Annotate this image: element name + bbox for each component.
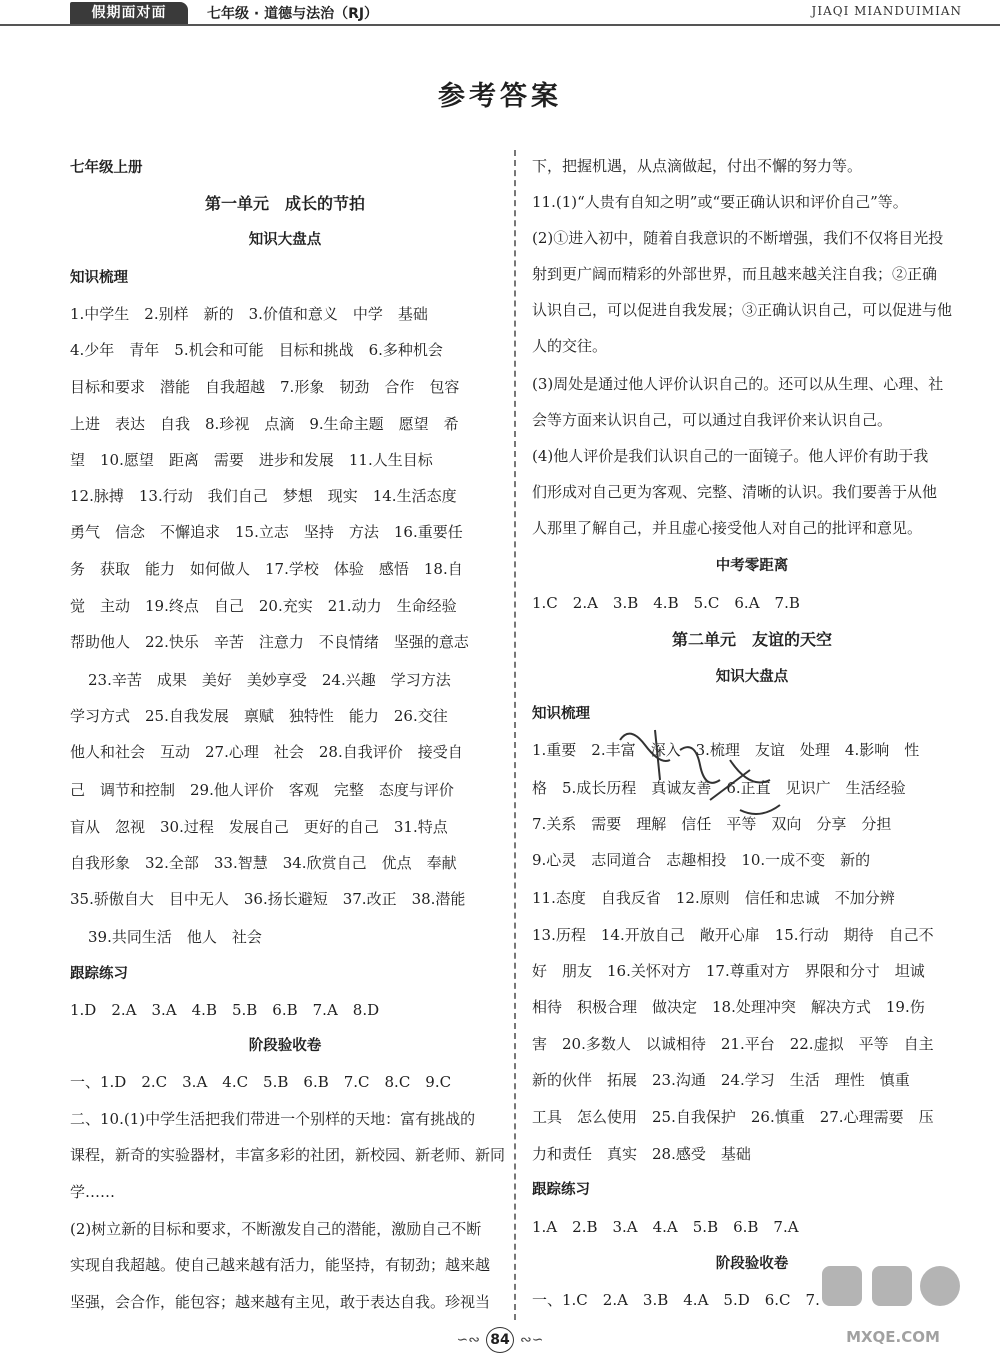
subsection-heading: 知识梳理 [532, 706, 590, 722]
answer-line: (3)周处是通过他人评价认识自己的。还可以从生理、心理、社 [532, 375, 944, 393]
answer-line: 下，把握机遇，从点滴做起，付出不懈的努力等。 [532, 157, 863, 175]
answer-line: 勇气 信念 不懈追求 15.立志 坚持 方法 16.重要任 [70, 523, 463, 541]
answer-line: 1.C 2.A 3.B 4.B 5.C 6.A 7.B [532, 594, 800, 612]
answer-line: 力和责任 真实 28.感受 基础 [532, 1145, 751, 1163]
page-title: 参考答案 [438, 81, 562, 112]
right-ornament-icon: ∾∽ [520, 1332, 544, 1348]
answer-line: 学习方式 25.自我发展 禀赋 独特性 能力 26.交往 [70, 707, 448, 725]
watermark-logo [818, 1262, 968, 1352]
answer-line: 望 10.愿望 距离 需要 进步和发展 11.人生目标 [70, 451, 433, 469]
section-heading: 中考零距离 [715, 558, 789, 574]
answer-line: 一、1.C 2.A 3.B 4.A 5.D 6.C 7. [532, 1291, 820, 1309]
answer-line: 23.辛苦 成果 美好 美妙享受 24.兴趣 学习方法 [88, 671, 451, 689]
answer-line: 害 20.多数人 以诚相待 21.平台 22.虚拟 平等 自主 [532, 1035, 934, 1053]
answer-line: (2)①进入初中，随着自我意识的不断增强，我们不仅将目光投 [532, 229, 944, 247]
subsection-heading: 跟踪练习 [532, 1182, 590, 1198]
answer-line: 课程，新奇的实验器材，丰富多彩的社团，新校园、新老师、新同 [70, 1146, 506, 1164]
series-logo: 假期面对面 [70, 2, 188, 24]
answer-line: 好 朋友 16.关怀对方 17.尊重对方 界限和分寸 坦诚 [532, 962, 925, 980]
answer-line: 目标和要求 潜能 自我超越 7.形象 韧劲 合作 包容 [70, 378, 460, 396]
answer-line: 务 获取 能力 如何做人 17.学校 体验 感悟 18.自 [70, 560, 463, 578]
answer-line: 4.少年 青年 5.机会和可能 目标和挑战 6.多种机会 [70, 341, 443, 359]
handwritten-scribble [600, 720, 800, 840]
answer-line: 39.共同生活 他人 社会 [88, 928, 262, 946]
answer-line: 觉 主动 19.终点 自己 20.充实 21.动力 生命经验 [70, 597, 457, 615]
answer-line: 7.关系 需要 理解 信任 平等 双向 分享 分担 [532, 815, 892, 833]
section-heading: 阶段验收卷 [715, 1256, 789, 1272]
answer-line: 35.骄傲自大 目中无人 36.扬长避短 37.改正 38.潜能 [70, 890, 466, 908]
answer-line: 1.中学生 2.别样 新的 3.价值和意义 中学 基础 [70, 305, 428, 323]
unit-heading: 第一单元 成长的节拍 [204, 194, 365, 213]
column-divider [514, 150, 516, 1320]
answer-line: 人的交往。 [532, 337, 608, 355]
answer-line: 自我形象 32.全部 33.智慧 34.欣赏自己 优点 奉献 [70, 854, 457, 872]
answer-line: 相待 积极合理 做决定 18.处理冲突 解决方式 19.伤 [532, 998, 925, 1016]
answer-line: 们形成对自己更为客观、完整、清晰的认识。我们要善于从他 [532, 483, 938, 501]
running-header [0, 0, 1000, 26]
answer-line: 13.历程 14.开放自己 敞开心扉 15.行动 期待 自己不 [532, 926, 934, 944]
answer-line: (2)树立新的目标和要求，不断激发自己的潜能，激励自己不断 [70, 1220, 482, 1238]
section-heading: 知识大盘点 [715, 669, 789, 685]
answer-line: 射到更广阔而精彩的外部世界，而且越来越关注自我；②正确 [532, 265, 938, 283]
answer-line: 帮助他人 22.快乐 辛苦 注意力 不良情绪 坚强的意志 [70, 633, 469, 651]
answer-line: 实现自我超越。使自己越来越有活力，能坚持，有韧劲；越来越 [70, 1256, 491, 1274]
subsection-heading: 跟踪练习 [70, 966, 128, 982]
watermark-text: MXQE.COM [846, 1328, 940, 1346]
header-series-name: JIAQI MIANDUIMIAN [811, 4, 962, 18]
answer-line: 工具 怎么使用 25.自我保护 26.慎重 27.心理需要 压 [532, 1108, 934, 1126]
answer-line: 他人和社会 互动 27.心理 社会 28.自我评价 接受自 [70, 743, 463, 761]
answer-line: 己 调节和控制 29.他人评价 客观 完整 态度与评价 [70, 781, 454, 799]
answer-line: 1.A 2.B 3.A 4.A 5.B 6.B 7.A [532, 1218, 799, 1236]
answer-line: 12.脉搏 13.行动 我们自己 梦想 现实 14.生活态度 [70, 487, 457, 505]
answer-line: 学…… [70, 1183, 116, 1201]
section-heading: 知识大盘点 [248, 232, 322, 248]
answer-line: 盲从 忽视 30.过程 发展自己 更好的自己 31.特点 [70, 818, 448, 836]
grade-heading: 七年级上册 [70, 160, 143, 176]
header-title: 七年级 · 道德与法治（RJ） [207, 6, 379, 22]
answer-line: 人那里了解自己，并且虚心接受他人对自己的批评和意见。 [532, 519, 923, 537]
answer-line: 上进 表达 自我 8.珍视 点滴 9.生命主题 愿望 希 [70, 415, 459, 433]
section-heading: 阶段验收卷 [248, 1038, 322, 1054]
answer-line: 格 5.成长历程 真诚友善 6.正直 见识广 生活经验 [532, 779, 906, 797]
page-number-badge: 84 [486, 1327, 514, 1353]
answer-line: 坚强，会合作，能包容；越来越有主见，敢于表达自我。珍视当 [70, 1293, 491, 1311]
answer-line: 11.态度 自我反省 12.原则 信任和忠诚 不加分辨 [532, 889, 895, 907]
answer-line: 9.心灵 志同道合 志趣相投 10.一成不变 新的 [532, 851, 871, 869]
left-ornament-icon: ∽∾ [456, 1332, 480, 1348]
answer-line: 二、10.(1)中学生活把我们带进一个别样的天地：富有挑战的 [70, 1110, 476, 1128]
answer-line: 1.D 2.A 3.A 4.B 5.B 6.B 7.A 8.D [70, 1001, 380, 1019]
answer-line: 会等方面来认识自己，可以通过自我评价来认识自己。 [532, 411, 893, 429]
answer-line: 认识自己，可以促进自我发展；③正确认识自己，可以促进与他 [532, 301, 953, 319]
answer-line: 11.(1)“人贵有自知之明”或“要正确认识和评价自己”等。 [532, 193, 908, 211]
answer-line: 1.重要 2.丰富 深入 3.梳理 友谊 处理 4.影响 性 [532, 741, 920, 759]
answer-line: 新的伙伴 拓展 23.沟通 24.学习 生活 理性 慎重 [532, 1071, 910, 1089]
answer-line: (4)他人评价是我们认识自己的一面镜子。他人评价有助于我 [532, 447, 929, 465]
answer-line: 一、1.D 2.C 3.A 4.C 5.B 6.B 7.C 8.C 9.C [70, 1073, 452, 1091]
unit-heading: 第二单元 友谊的天空 [671, 630, 832, 649]
subsection-heading: 知识梳理 [70, 270, 128, 286]
